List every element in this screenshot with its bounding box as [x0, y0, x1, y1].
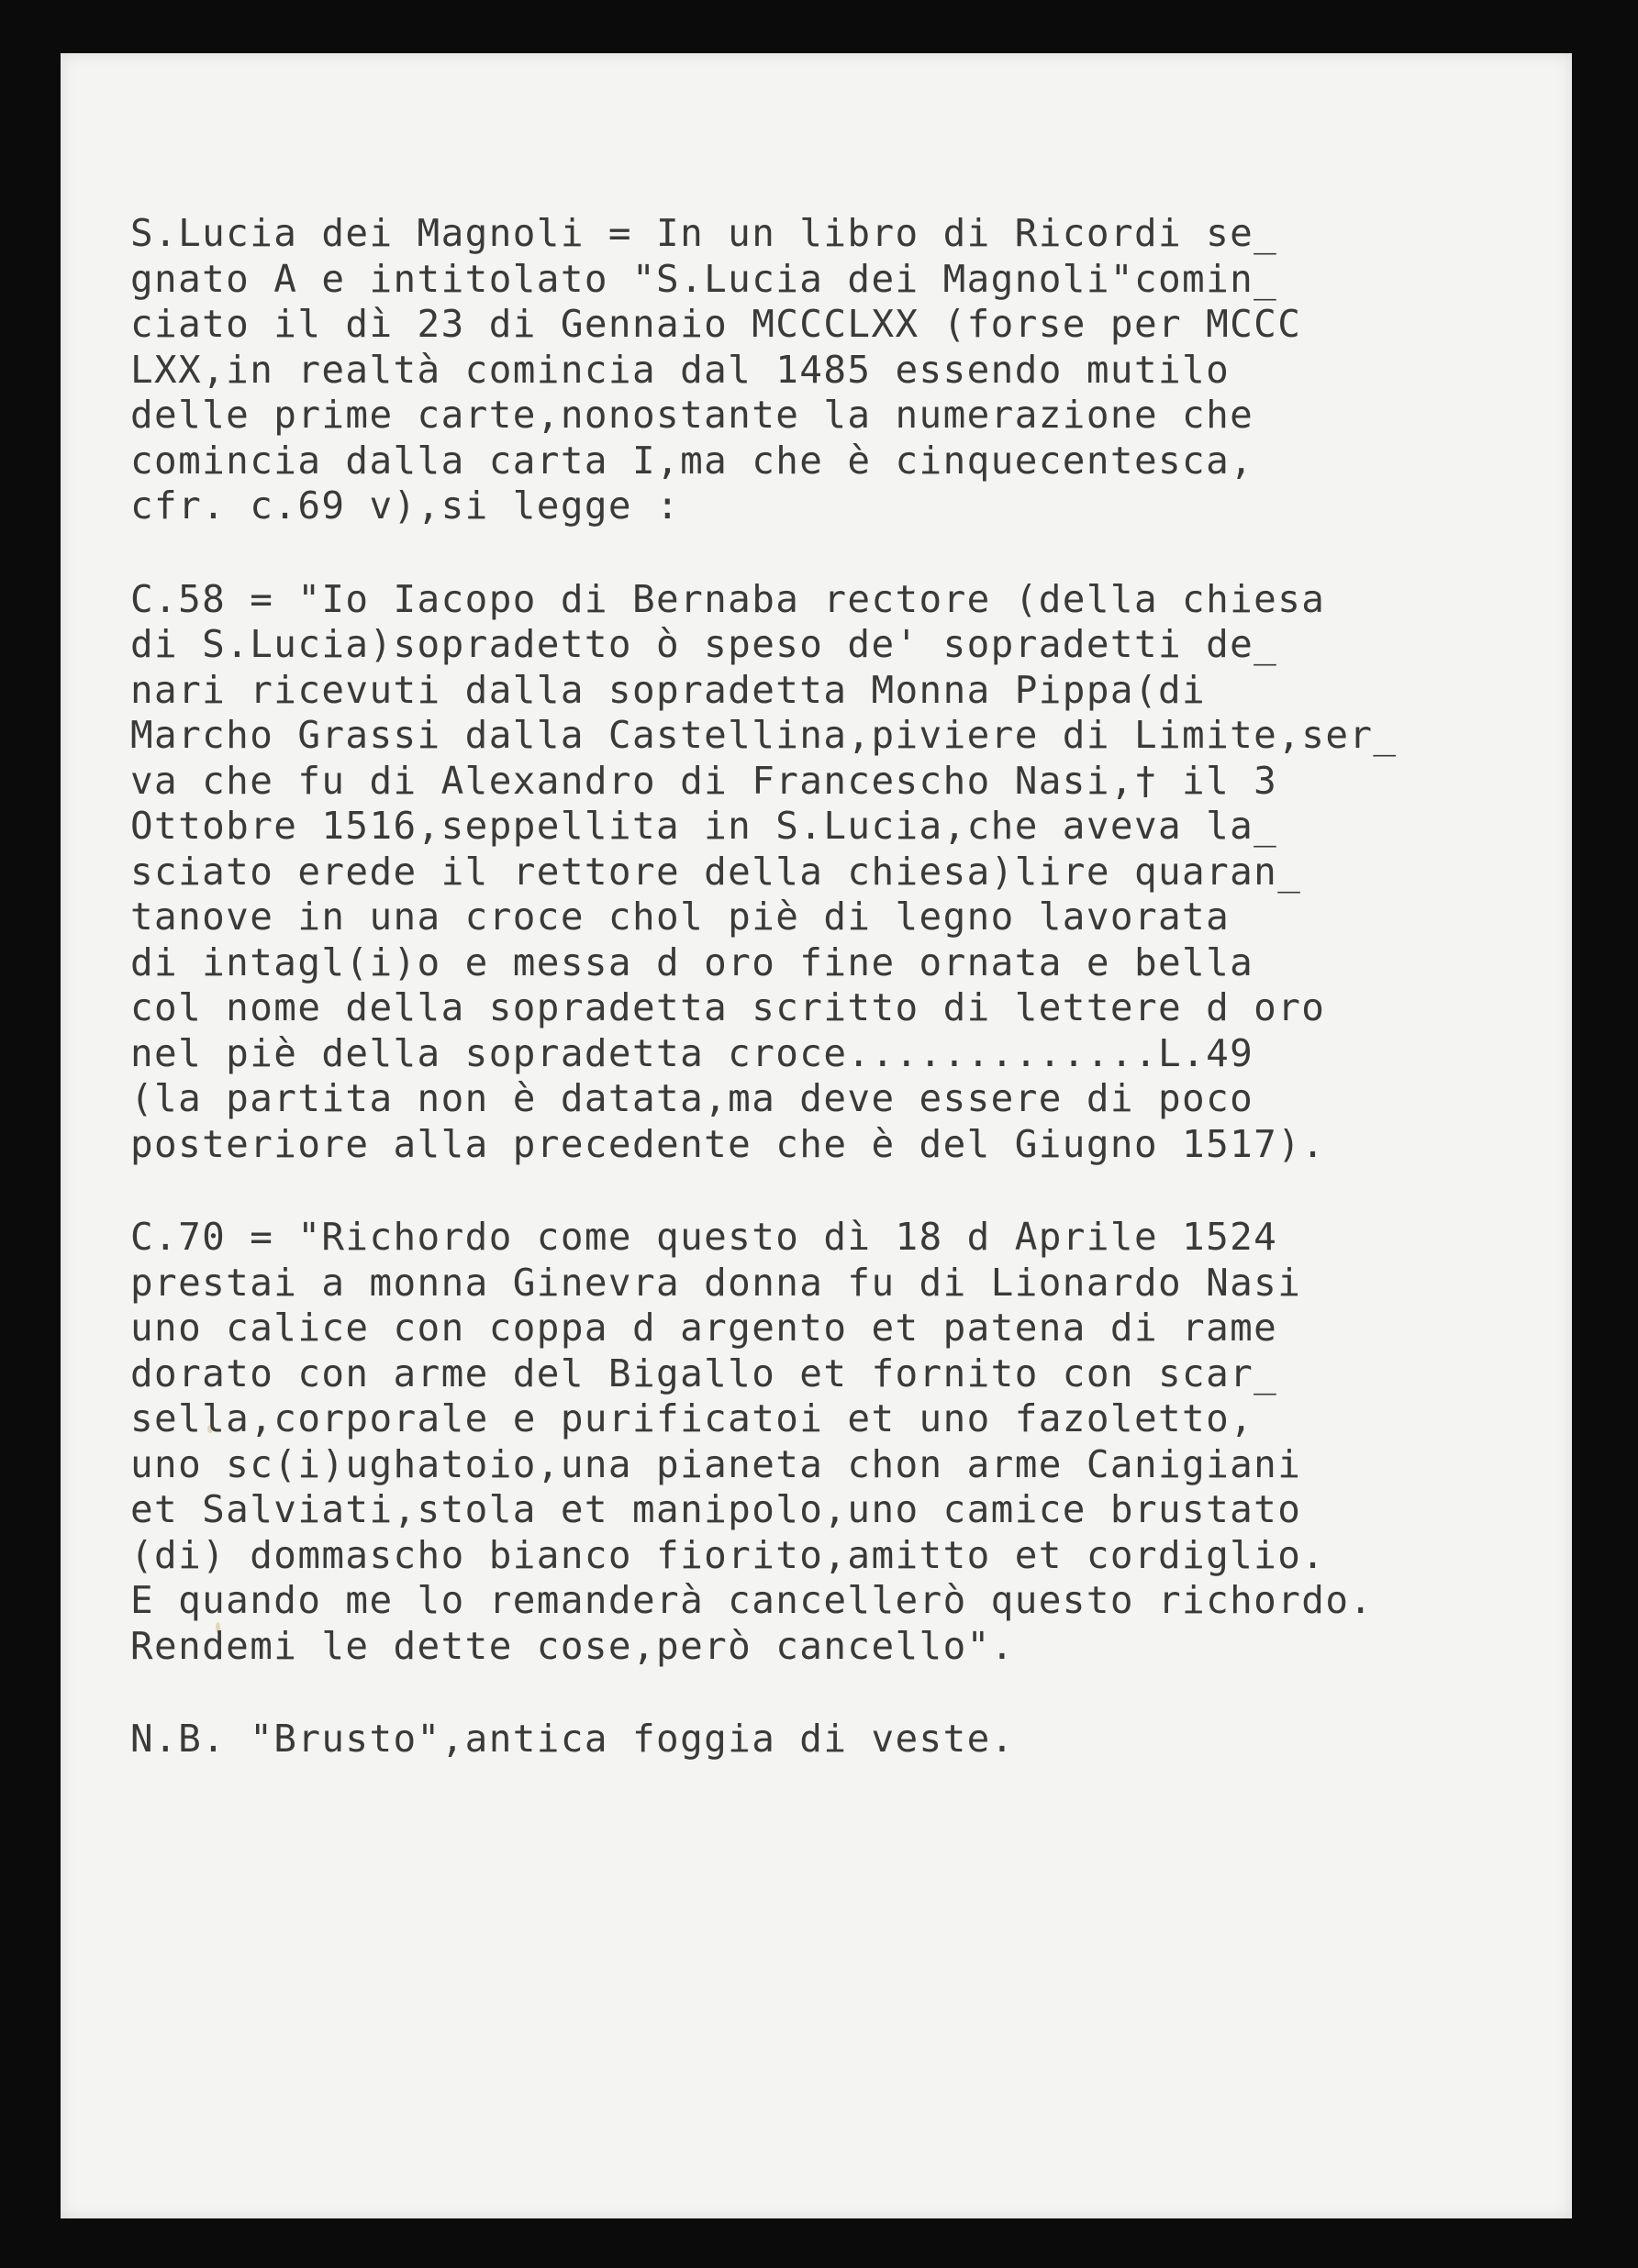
text-line: gnato A e intitolato "S.Lucia dei Magnoli"comin_	[130, 256, 1278, 301]
text-line: nari ricevuti dalla sopradetta Monna Pippa(di	[130, 667, 1207, 712]
text-line: S.Lucia dei Magnoli = In un libro di Ricordi se_	[130, 211, 1278, 255]
text-line: uno calice con coppa d argento et patena di rame	[130, 1306, 1278, 1350]
text-line: prestai a monna Ginevra donna fu di Lionardo Nasi	[130, 1260, 1302, 1305]
text-line: comincia dalla carta I,ma che è cinquecentesca,	[130, 438, 1254, 483]
text-line: di S.Lucia)sopradetto ò speso de' sopradetti de_	[130, 622, 1278, 666]
intro-paragraph	[130, 211, 1562, 529]
document-text	[130, 211, 1562, 1810]
text-line: cfr. c.69 v),si legge :	[130, 484, 681, 528]
text-line: col nome della sopradetta scritto di lettere d oro	[130, 985, 1326, 1029]
text-line: C.58 = "Io Iacopo di Bernaba rectore (della chiesa	[130, 576, 1326, 621]
text-line: Marcho Grassi dalla Castellina,piviere di Limite,ser_	[130, 713, 1398, 757]
text-line: uno sc(i)ughatoio,una pianeta chon arme Canigiani	[130, 1441, 1302, 1486]
text-line: posteriore alla precedente che è del Giugno 1517).	[130, 1121, 1326, 1166]
text-line: (la partita non è datata,ma deve essere di poco	[130, 1076, 1254, 1120]
text-line: et Salviati,stola et manipolo,uno camice brustato	[130, 1487, 1302, 1531]
text-line: delle prime carte,nonostante la numerazione che	[130, 393, 1254, 437]
text-line: Rendemi le dette cose,però cancello".	[130, 1623, 1015, 1668]
text-line: C.70 = "Richordo come questo dì 18 d Aprile 1524	[130, 1215, 1278, 1259]
text-line: dorato con arme del Bigallo et fornito con scar_	[130, 1351, 1278, 1395]
text-line: di intagl(i)o e messa d oro fine ornata e bella	[130, 939, 1254, 984]
text-line: nel piè della sopradetta croce.............L.49	[130, 1030, 1254, 1075]
text-line: sella,corporale e purificatoi et uno fazoletto,	[130, 1396, 1254, 1440]
entry-c58-paragraph	[130, 577, 1562, 1168]
text-line: ciato il dì 23 di Gennaio MCCCLXX (forse per MCCC	[130, 302, 1302, 346]
text-line: E quando me lo remanderà cancellerò questo richordo.	[130, 1578, 1374, 1622]
nota-bene-paragraph	[130, 1717, 1562, 1762]
text-line: N.B. "Brusto",antica foggia di veste.	[130, 1717, 1015, 1761]
text-line: va che fu di Alexandro di Francescho Nasi,† il 3	[130, 758, 1278, 803]
text-line: LXX,in realtà comincia dal 1485 essendo mutilo	[130, 347, 1231, 392]
text-line: sciato erede il rettore della chiesa)lire quaran_	[130, 849, 1302, 894]
text-line: tanove in una croce chol piè di legno lavorata	[130, 895, 1231, 939]
text-line: (di) dommascho bianco fiorito,amitto et cordiglio.	[130, 1532, 1326, 1577]
text-line: Ottobre 1516,seppellita in S.Lucia,che aveva la_	[130, 804, 1278, 848]
entry-c70-paragraph	[130, 1215, 1562, 1669]
